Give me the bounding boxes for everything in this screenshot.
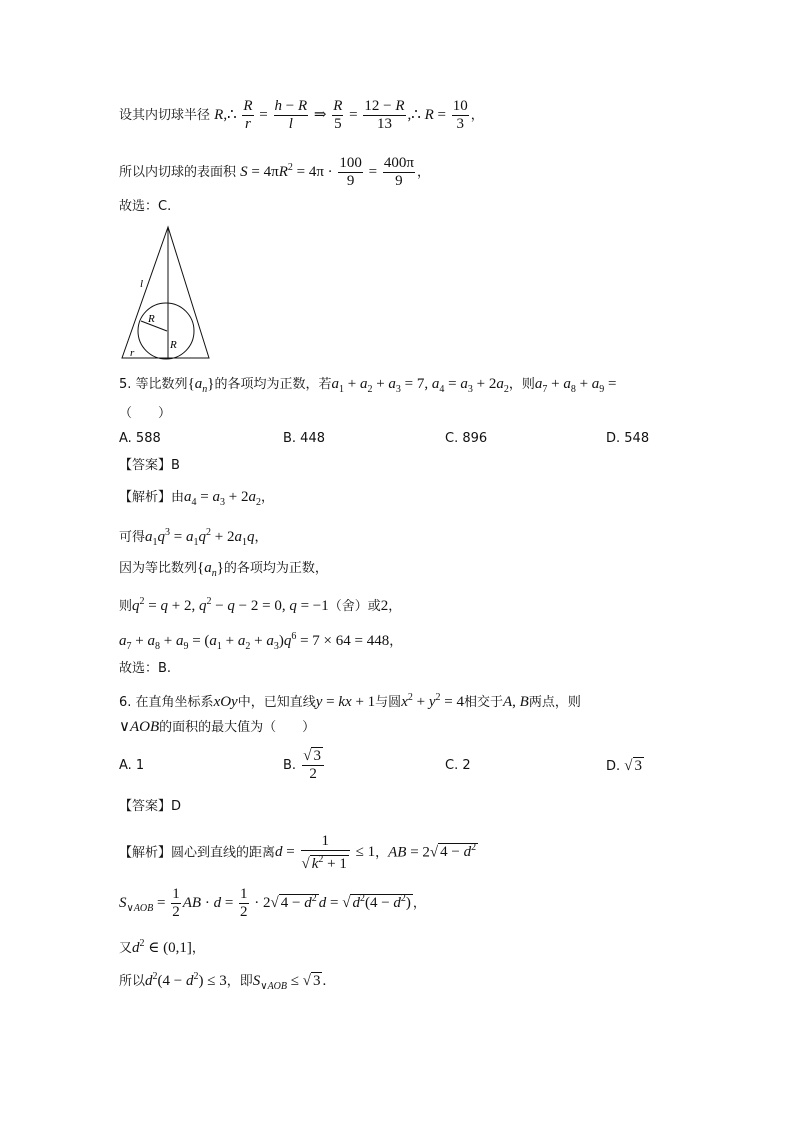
radius-derivation: 设其内切球半径 R,∴ $\frac{R}{r}$ = $\frac{h - R}{l}$ ⇒ $\frac{R}{5}$ = $\frac{12 - R}{13}$ ,∴ R = $\frac{10}{3}$ ，: [119, 98, 484, 132]
q5-analysis-3: 因为等比数列$\{a_n\}$的各项均为正数，: [119, 560, 328, 579]
q5-option-b: B. 448: [283, 431, 325, 446]
radius-intro: 设其内切球半径: [119, 107, 211, 123]
question-5-stem: 5. 等比数列$\{a_n\}$的各项均为正数，若$a_1 + a_2 + a_3 = 7$, $a_4 = a_3 + 2a_2$，则$a_7 + a_8 + a_9$ =: [119, 376, 617, 395]
q6-analysis-3: 又$d^2$ ∈ (0,1]，: [119, 938, 205, 956]
q5-analysis-5: $a_7 + a_8 + a_9 = (a_1 + a_2 + a_3)q^6 = 7 \times 64 = 448$，: [119, 631, 403, 652]
q6-answer: 【答案】D: [119, 799, 182, 814]
question-5-number: 5.: [119, 377, 132, 392]
q5-analysis-2: 可得$a_1q^3 = a_1q^2 + 2a_1q$，: [119, 527, 268, 548]
surface-area-line: 所以内切球的表面积 $S = 4\pi R^2 = 4\pi$ · $\frac{100}{9}$ = $\frac{400\pi}{9}$ ，: [119, 155, 430, 189]
cone-outline: [122, 227, 209, 358]
question-6-number: 6.: [119, 695, 132, 710]
figure-label-R-axis: R: [170, 339, 177, 351]
q6-option-c: C. 2: [445, 758, 471, 773]
radius-equation: R,∴ $\frac{R}{r}$ = $\frac{h - R}{l}$ ⇒ $\frac{R}{5}$ = $\frac{12 - R}{13}$ ,∴ R = $\frac{10}{3}$: [214, 98, 468, 132]
q5-option-d: D. 548: [606, 431, 650, 446]
question-6-stem: 6. 在直角坐标系xOy中，已知直线y = kx + 1与圆$x^2 + y^2 = 4$相交于A, B两点，则: [119, 692, 581, 710]
q6-option-d: D. √ 3: [606, 758, 643, 774]
q6-option-b: B. $\frac{√ 3}{2}$: [283, 748, 326, 783]
q6-analysis-2: $S_{\vee AOB}$ = $\frac{1}{2}$ AB · d = $\frac{1}{2}$ · 2√ $4 - d^2$ d = √ $d^2(4 - d^2)$ ，: [119, 886, 426, 920]
q6-analysis-4: 所以$d^2(4 - d^2) \le 3$，即$S_{\vee AOB}$ ≤ √ 3 .: [119, 971, 327, 992]
q6-option-a: A. 1: [119, 758, 145, 773]
q6-analysis-1: 【解析】圆心到直线的距离d = $\frac{1}{√ k^2 + 1}$ ≤ 1，AB = 2√ $4 - d^2$: [119, 833, 477, 872]
surface-area-intro: 所以内切球的表面积: [119, 164, 237, 180]
figure-label-l: l: [140, 278, 144, 290]
q5-final: 故选：B.: [119, 661, 172, 676]
q5-analysis-4: 则$q^2 = q + 2$, $q^2 - q - 2 = 0$, q = −1（舍）或2，: [119, 596, 402, 614]
figure-label-R-side: R: [148, 313, 155, 325]
sphere-answer: 故选：C.: [119, 199, 172, 214]
q5-option-c: C. 896: [445, 431, 488, 446]
q5-answer: 【答案】B: [119, 458, 180, 473]
question-6-stem-line2: ∨AOB的面积的最大值为（ ）: [119, 719, 316, 735]
figure-label-r: r: [130, 347, 135, 359]
surface-area-equation: $S = 4\pi R^2 = 4\pi$ · $\frac{100}{9}$ = $\frac{400\pi}{9}$: [240, 155, 414, 189]
q5-option-a: A. 588: [119, 431, 161, 446]
q5-analysis-1: 【解析】由$a_4 = a_3 + 2a_2$，: [119, 489, 274, 508]
cone-inscribed-sphere-figure: [118, 224, 214, 364]
question-5-paren: （ ）: [119, 406, 172, 421]
